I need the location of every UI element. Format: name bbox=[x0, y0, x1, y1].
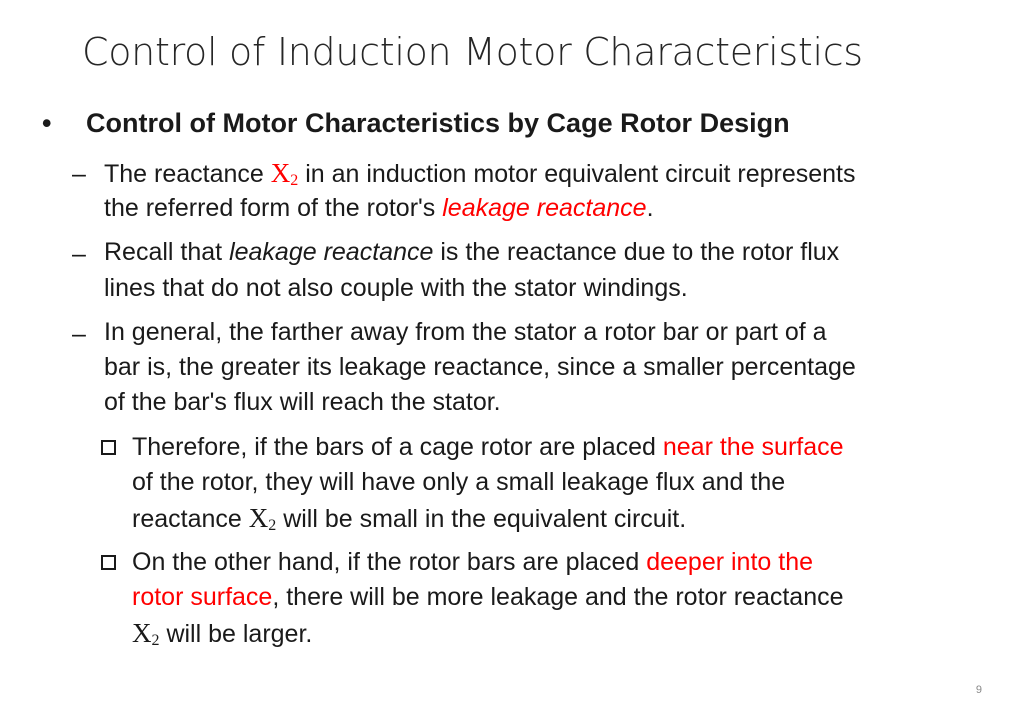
item-1-text: in an induction motor equivalent circuit represents bbox=[298, 160, 856, 188]
item-2-line-1 bbox=[104, 240, 839, 265]
subitem-1-text: Therefore, if the bars of a cage rotor are placed bbox=[132, 433, 663, 461]
slide-title: Control of Induction Motor Characteristics bbox=[82, 30, 863, 74]
checkbox-bullet-icon bbox=[101, 440, 116, 455]
subitem-1-text: reactance bbox=[132, 505, 249, 533]
dash-marker: – bbox=[72, 160, 86, 188]
x2-symbol: $X_2$ bbox=[248, 503, 277, 534]
bullet-dot-icon: • bbox=[42, 108, 52, 138]
subitem-2-text: will be larger. bbox=[159, 620, 313, 648]
item-3-line-3: of the bar's flux will reach the stator. bbox=[104, 388, 501, 416]
leakage-reactance-highlight: leakage reactance bbox=[442, 194, 647, 222]
item-1-text: The reactance bbox=[104, 160, 271, 188]
main-bullet-text: Control of Motor Characteristics by Cage Rotor Design bbox=[86, 108, 790, 138]
item-1-line-1 bbox=[104, 160, 856, 189]
item-2-text: is the reactance due to the rotor flux bbox=[433, 238, 840, 266]
subitem-2-line-1 bbox=[132, 550, 813, 575]
item-1-line-2 bbox=[104, 196, 654, 221]
subitem-2-text: On the other hand, if the rotor bars are placed bbox=[132, 548, 647, 576]
dash-marker: – bbox=[72, 240, 86, 268]
leakage-reactance-italic: leakage reactance bbox=[229, 238, 434, 266]
subitem-1-line-1 bbox=[132, 435, 844, 460]
subitem-1-line-3 bbox=[132, 505, 686, 534]
checkbox-bullet-icon bbox=[101, 555, 116, 570]
subitem-1-text: will be small in the equivalent circuit. bbox=[276, 505, 687, 533]
item-2-text: Recall that bbox=[104, 238, 230, 266]
page-number: 9 bbox=[975, 684, 982, 696]
x2-symbol: $X_2$ bbox=[270, 158, 299, 189]
subitem-1-line-2: of the rotor, they will have only a small leakage flux and the bbox=[132, 468, 786, 496]
item-2-line-2: lines that do not also couple with the stator windings. bbox=[104, 274, 688, 302]
item-3-line-2: bar is, the greater its leakage reactance, since a smaller percentage bbox=[104, 353, 856, 381]
near-surface-highlight: near the surface bbox=[662, 433, 844, 461]
main-bullet bbox=[42, 108, 790, 139]
item-1-text: . bbox=[646, 194, 654, 222]
dash-marker: – bbox=[72, 320, 86, 348]
item-1-text: the referred form of the rotor's bbox=[104, 194, 443, 222]
subitem-2-line-2 bbox=[132, 585, 844, 610]
x2-symbol: $X_2$ bbox=[132, 618, 160, 649]
deeper-highlight: deeper into the bbox=[646, 548, 813, 576]
item-3-line-1: In general, the farther away from the stator a rotor bar or part of a bbox=[104, 318, 827, 346]
subitem-2-line-3 bbox=[132, 620, 312, 649]
subitem-2-text: , there will be more leakage and the rotor reactance bbox=[272, 583, 844, 611]
rotor-surface-highlight: rotor surface bbox=[132, 583, 273, 611]
